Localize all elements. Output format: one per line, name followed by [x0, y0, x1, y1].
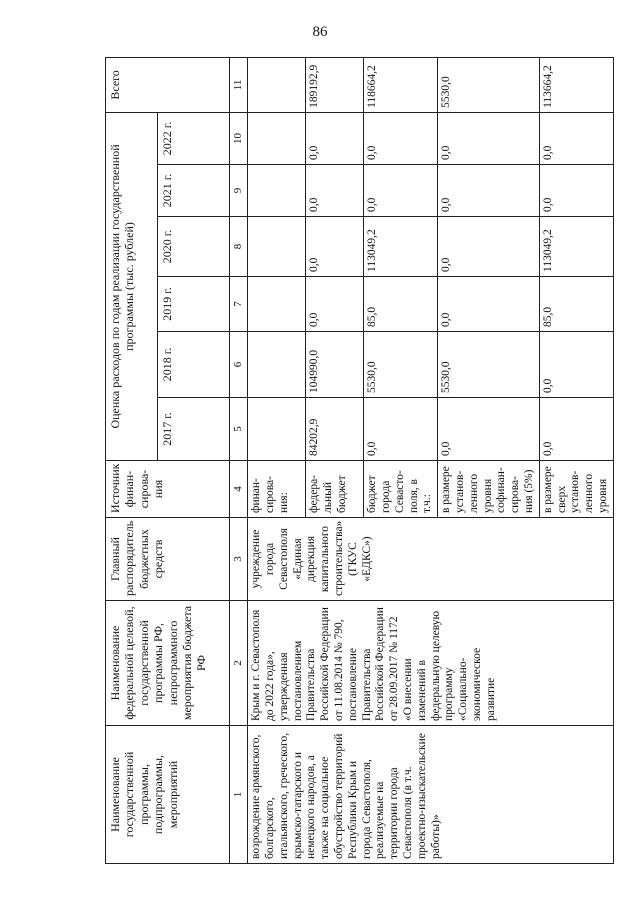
column-number: 9 [230, 165, 248, 217]
header-expense-estimate: Оценка расходов по годам реализации государственной программы (тыс. рублей) [106, 112, 158, 460]
value-2020: 0,0 [306, 217, 364, 277]
value-2020: 113049,2 [539, 217, 613, 277]
header-year-2022: 2022 г. [158, 112, 230, 164]
table-row [248, 57, 306, 863]
value-2020 [248, 217, 306, 277]
column-number: 4 [230, 461, 248, 518]
budget-manager-cell: учреждение города Севастополя «Единая дирекция капитального строительства» (ГКУС «ЕДКС») [248, 518, 614, 601]
value-2022: 0,0 [364, 112, 438, 164]
value-2018: 5530,0 [438, 332, 540, 398]
value-2018: 5530,0 [364, 332, 438, 398]
value-total [248, 57, 306, 112]
value-2017: 0,0 [539, 398, 613, 461]
value-2017: 0,0 [438, 398, 540, 461]
header-year-2020: 2020 г. [158, 217, 230, 277]
value-2018: 0,0 [539, 332, 613, 398]
column-number: 8 [230, 217, 248, 277]
column-number: 6 [230, 332, 248, 398]
header-year-2019: 2019 г. [158, 277, 230, 332]
page-number: 86 [312, 24, 328, 40]
column-number: 3 [230, 518, 248, 601]
funding-source-cell: в размере установ-ленного уровня софинан-сирова-ния (5%) [438, 461, 540, 518]
value-2017: 84202,9 [306, 398, 364, 461]
value-2017: 0,0 [364, 398, 438, 461]
value-2021: 0,0 [364, 165, 438, 217]
column-number-row [230, 57, 248, 863]
funding-source-cell: федера-льный бюджет [306, 461, 364, 518]
table-rotation-wrapper [105, 58, 609, 864]
value-2022: 0,0 [539, 112, 613, 164]
column-number: 7 [230, 277, 248, 332]
column-number: 5 [230, 398, 248, 461]
header-year-2017: 2017 г. [158, 398, 230, 461]
value-2017 [248, 398, 306, 461]
column-number: 10 [230, 112, 248, 164]
header-row-1 [106, 57, 158, 863]
funding-source-cell: финан-сирова-ния: [248, 461, 306, 518]
value-2021: 0,0 [539, 165, 613, 217]
value-2018 [248, 332, 306, 398]
header-year-2018: 2018 г. [158, 332, 230, 398]
value-2020: 113049,2 [364, 217, 438, 277]
value-2019: 0,0 [438, 277, 540, 332]
value-2021: 0,0 [306, 165, 364, 217]
header-total: Всего [106, 57, 230, 112]
expenditure-table [105, 57, 614, 864]
value-2019 [248, 277, 306, 332]
value-total: 113664,2 [539, 57, 613, 112]
value-2019: 85,0 [364, 277, 438, 332]
federal-program-cell: Крым и г. Севастополя до 2022 года», утвержденная постановлением Правительства Российской Федерации от 11.08.2014 № 790, постановление Правительства Российской Федерации от 28.09.2017 № 1172 «О внесении изменений в федеральную целевую программу «Социально-экономическое развитие [248, 601, 614, 726]
landscape-table-container [105, 58, 609, 864]
value-total: 118664,2 [364, 57, 438, 112]
header-federal-program: Наименование федеральной целевой, государственной программы РФ, непрограммного мероприятия бюджета РФ [106, 601, 230, 726]
header-program-name: Наименование государственной программы, подпрограммы, мероприятий [106, 726, 230, 864]
header-year-2021: 2021 г. [158, 165, 230, 217]
value-2018: 104990,0 [306, 332, 364, 398]
value-2022: 0,0 [438, 112, 540, 164]
value-total: 189192,9 [306, 57, 364, 112]
value-2019: 0,0 [306, 277, 364, 332]
program-description-cell: возрождение армянского, болгарского, итальянского, греческого, крымско-татарского и немецкого народов, а также на социальное обустройство территорий Республики Крым и города Севастополя, реализуемые на территории города Севастополя (в т.ч. проектно-изыскательские работы)» [248, 726, 614, 864]
column-number: 11 [230, 57, 248, 112]
value-total: 5530,0 [438, 57, 540, 112]
value-2019: 85,0 [539, 277, 613, 332]
value-2022 [248, 112, 306, 164]
funding-source-cell: в размере сверх установ-ленного уровня [539, 461, 613, 518]
funding-source-cell: бюджет города Севасто-поля, в т.ч.: [364, 461, 438, 518]
value-2022: 0,0 [306, 112, 364, 164]
value-2020: 0,0 [438, 217, 540, 277]
value-2021: 0,0 [438, 165, 540, 217]
column-number: 2 [230, 601, 248, 726]
header-funding-source: Источник финан-сирова-ния [106, 461, 230, 518]
header-budget-manager: Главный распорядитель бюджетных средств [106, 518, 230, 601]
column-number: 1 [230, 726, 248, 864]
value-2021 [248, 165, 306, 217]
